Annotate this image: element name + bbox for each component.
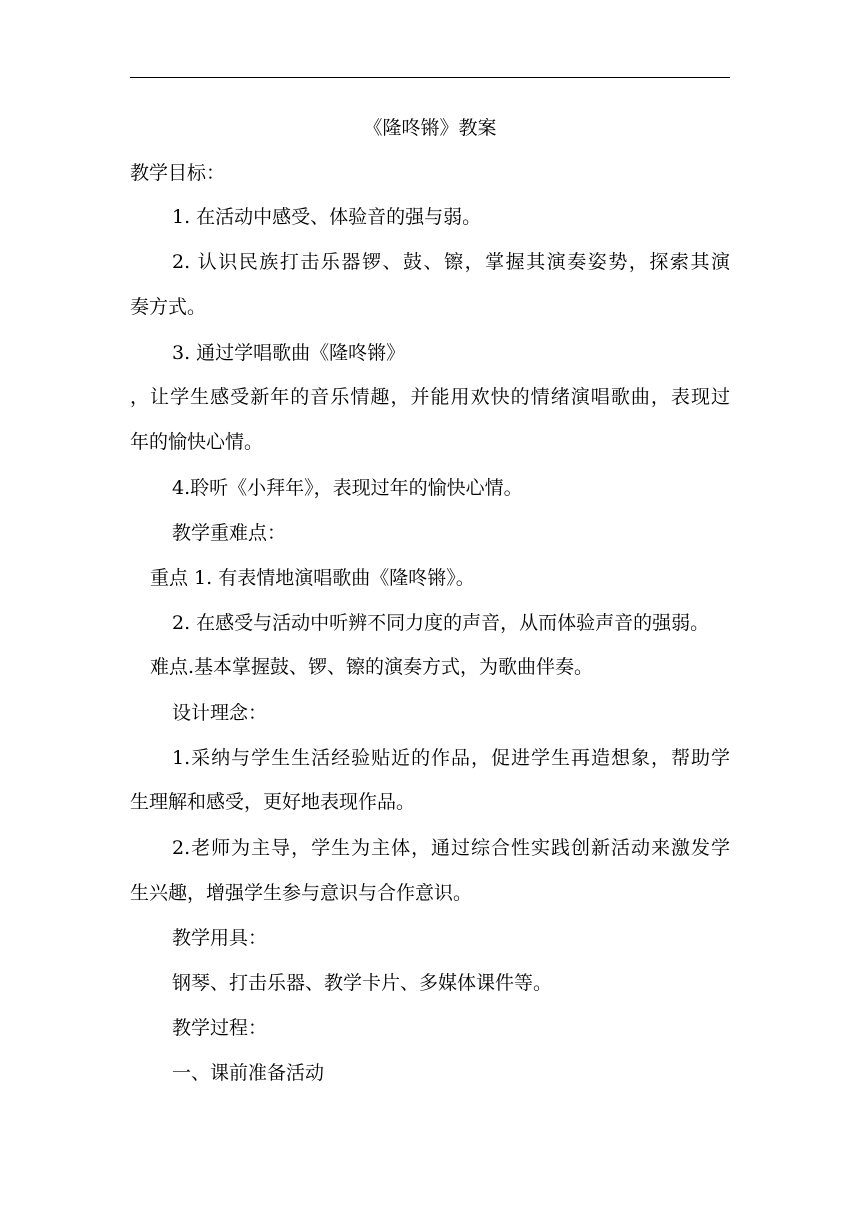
design-2-line-1: 2.老师为主导，学生为主体，通过综合性实践创新活动来激发学 [172,837,730,859]
key-points-heading: 教学重难点： [172,522,287,544]
objective-1: 1. 在活动中感受、体验音的强与弱。 [172,206,482,228]
key-point-2: 2. 在感受与活动中听辨不同力度的声音，从而体验声音的强弱。 [172,612,710,634]
process-step-1: 一、课前准备活动 [172,1062,325,1084]
objective-4: 4.聆听《小拜年》，表现过年的愉快心情。 [172,477,523,499]
design-2-line-2: 生兴趣，增强学生参与意识与合作意识。 [130,882,473,904]
tools-list: 钢琴、打击乐器、教学卡片、多媒体课件等。 [172,972,553,994]
document-title: 《隆咚锵》教案 [363,117,497,139]
design-heading: 设计理念： [172,702,268,724]
design-1-line-1: 1.采纳与学生生活经验贴近的作品，促进学生再造想象，帮助学 [172,747,730,769]
objectives-heading: 教学目标： [130,162,226,184]
key-point-1: 重点 1. 有表情地演唱歌曲《隆咚锵》。 [150,567,475,589]
objective-3-line-2: ，让学生感受新年的音乐情趣，并能用欢快的情绪演唱歌曲，表现过 [130,386,730,408]
process-heading: 教学过程： [172,1017,268,1039]
tools-heading: 教学用具： [172,927,268,949]
objective-2-line-2: 奏方式。 [130,296,207,318]
design-1-line-2: 生理解和感受，更好地表现作品。 [130,791,416,813]
objective-2-line-1: 2. 认识民族打击乐器锣、鼓、镲，掌握其演奏姿势，探索其演 [172,251,730,273]
objective-3-line-1: 3. 通过学唱歌曲《隆咚锵》 [172,342,406,364]
objective-3-line-3: 年的愉快心情。 [130,431,264,453]
header-rule [130,77,730,78]
difficulty: 难点.基本掌握鼓、锣、镲的演奏方式，为歌曲伴奏。 [150,656,594,678]
